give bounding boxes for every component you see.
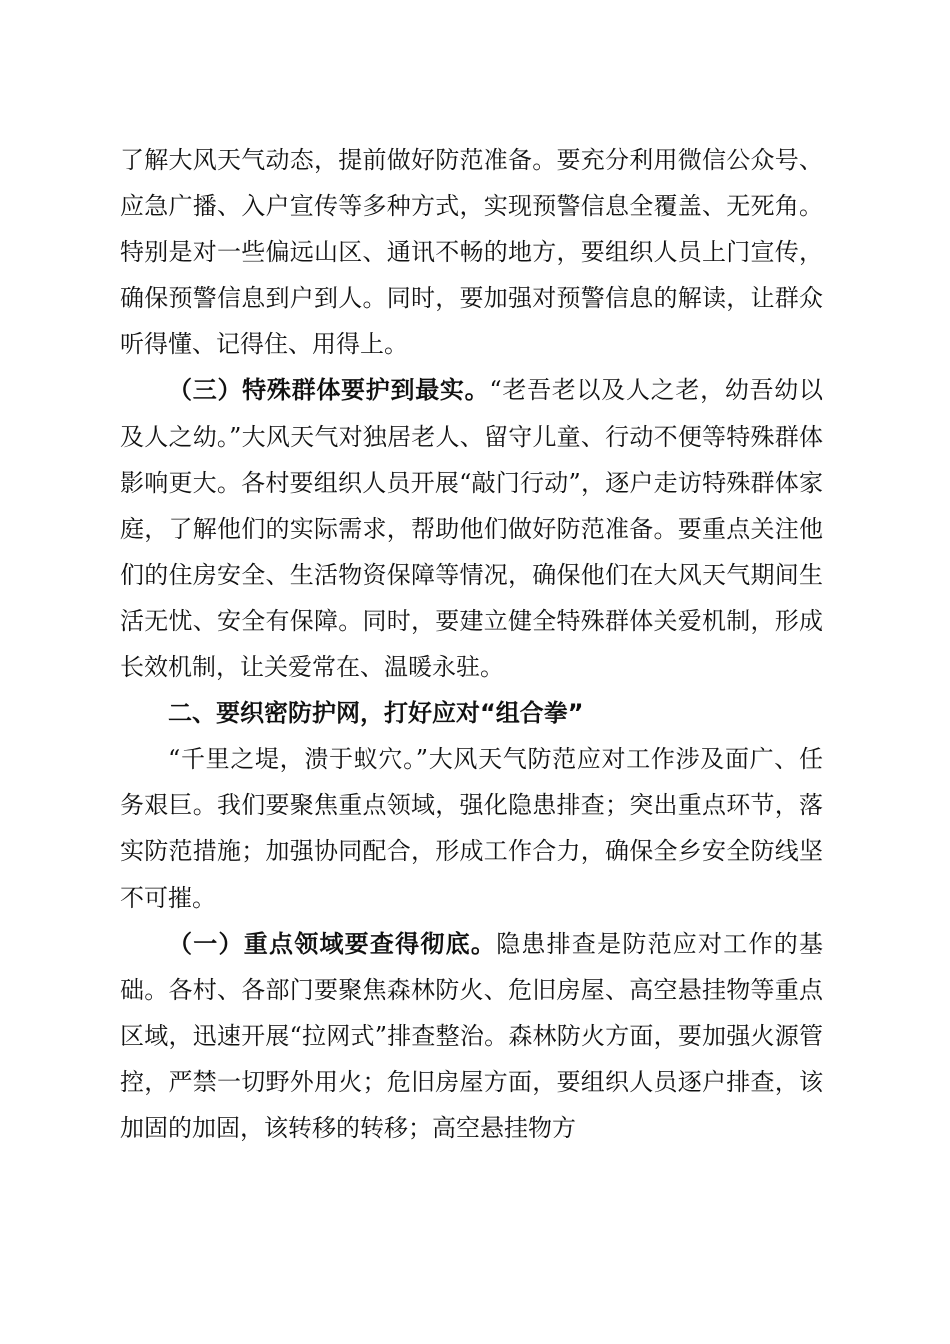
paragraph-text: “老吾老以及人之老，幼吾幼以及人之幼。”大风天气对独居老人、留守儿童、行动不便等特殊群体影响更大。各村要组织人员开展“敲门行动”，逐户走访特殊群体家庭，了解他们的实际需求，帮助他们做好防范准备。要重点关注他们的住房安全、生活物资保障等情况，确保他们在大风天气期间生活无忧、安全有保障。同时，要建立健全特殊群体关爱机制，形成长效机制，让关爱常在、温暖永驻。 [120, 376, 823, 682]
section-heading-2: 二、要织密防护网，打好应对“组合拳” [168, 699, 584, 728]
paragraph-special-groups [120, 367, 823, 690]
subheading-special-groups: （三）特殊群体要护到最实。 [168, 376, 490, 405]
paragraph-text: 隐患排查是防范应对工作的基础。各村、各部门要聚焦森林防火、危旧房屋、高空悬挂物等重点区域，迅速开展“拉网式”排查整治。森林防火方面，要加强火源管控，严禁一切野外用火；危旧房屋方面，要组织人员逐户排查，该加固的加固，该转移的转移；高空悬挂物方 [120, 929, 824, 1142]
paragraph-text: “千里之堤，溃于蚁穴。”大风天气防范应对工作涉及面广、任务艰巨。我们要聚焦重点领域，强化隐患排查；突出重点环节，落实防范措施；加强协同配合，形成工作合力，确保全乡安全防线坚不可摧。 [120, 745, 823, 912]
paragraph-section-2-intro [120, 736, 823, 920]
paragraph-warning-info [120, 137, 823, 367]
document-body [120, 137, 823, 1151]
paragraph-text: 了解大风天气动态，提前做好防范准备。要充分利用微信公众号、应急广播、入户宣传等多种方式，实现预警信息全覆盖、无死角。特别是对一些偏远山区、通讯不畅的地方，要组织人员上门宣传，确保预警信息到户到人。同时，要加强对预警信息的解读，让群众听得懂、记得住、用得上。 [120, 146, 823, 359]
subheading-key-areas: （一）重点领域要查得彻底。 [168, 929, 497, 958]
paragraph-key-areas [120, 921, 823, 1151]
